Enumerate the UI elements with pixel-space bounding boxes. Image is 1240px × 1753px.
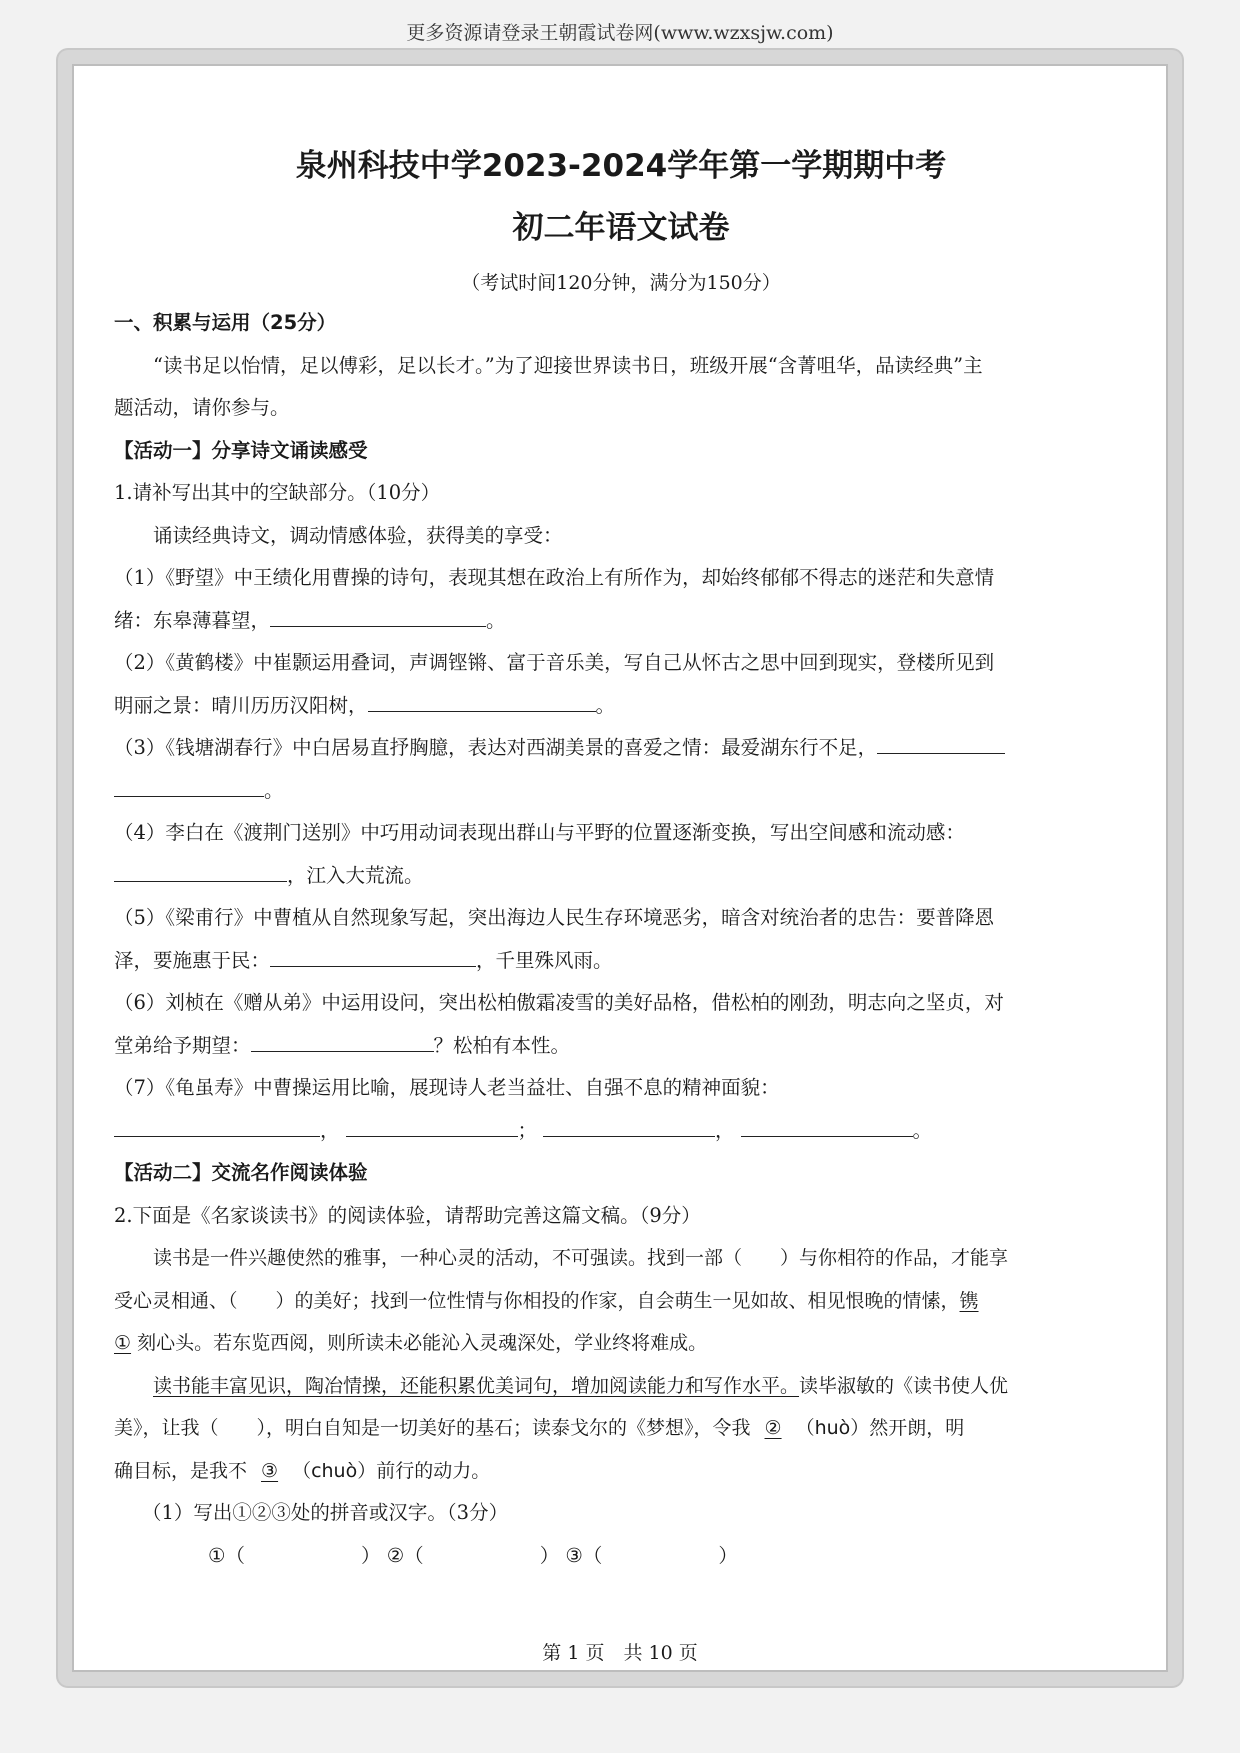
separator: ， (715, 1118, 735, 1142)
item-text: 。 (595, 693, 616, 717)
exam-info: （考试时间120分钟，满分为150分） (461, 272, 781, 294)
answer-blank[interactable] (543, 1114, 715, 1137)
answer-blank[interactable] (251, 1029, 434, 1052)
q1-item-6-line2 (114, 1025, 1128, 1068)
page-number: 第 1 页 共 10 页 (542, 1642, 698, 1664)
passage-p2-line1 (114, 1365, 1128, 1408)
passage-text: 受心灵相通、（ ）的美好；找到一位性情与你相投的作家，自会萌生一见如故、相见恨晚的情愫， (114, 1289, 960, 1312)
q1-item-6-line1: （6）刘桢在《赠从弟》中运用设问，突出松柏傲霜凌雪的美好品格，借松柏的刚劲，明志向之坚贞，对 (114, 991, 1004, 1014)
page-subtitle: 初二年语文试卷 (512, 210, 730, 246)
passage-text: （huò）然开朗，明 (795, 1417, 965, 1439)
blank-marker-2: ② (764, 1417, 782, 1439)
item-text: ？松柏有本性。 (433, 1033, 571, 1057)
item-text: 。 (264, 778, 284, 802)
passage-p2-line3 (114, 1450, 1128, 1493)
answer-blank[interactable] (114, 774, 264, 797)
passage-text: （chuò）前行的动力。 (292, 1459, 491, 1482)
passage-p2-line2 (114, 1407, 1128, 1450)
item-text: 堂弟给予期望： (114, 1033, 251, 1057)
question-2: 2.下面是《名家谈读书》的阅读体验，请帮助完善这篇文稿。（9分） (114, 1203, 701, 1227)
answer-blank[interactable] (114, 859, 287, 882)
q1-item-1-line2 (114, 600, 1128, 643)
q1-item-7-line2 (114, 1110, 1128, 1153)
blank-marker-3: ③ (261, 1459, 279, 1482)
answer-blank[interactable] (368, 689, 596, 712)
q1-item-2-line1: （2）《黄鹤楼》中崔颢运用叠词，声调铿锵、富于音乐美，写自己从怀古之思中回到现实，登楼所见到 (114, 651, 995, 674)
page-title: 泉州科技中学2023-2024学年第一学期期中考 (295, 148, 947, 184)
intro-line-2: 题活动，请你参与。 (114, 396, 290, 419)
passage-text: 刻心头。若东览西阅，则所读未必能沁入灵魂深处，学业终将难成。 (137, 1332, 708, 1354)
q1-item-1-line1: （1）《野望》中王绩化用曹操的诗句，表现其想在政治上有所作为，却始终郁郁不得志的迷茫和失意情 (114, 566, 995, 589)
q1-item-2-line2 (114, 685, 1128, 728)
separator: 。 (912, 1118, 933, 1142)
item-text: （3）《钱塘湖春行》中白居易直抒胸臆，表达对西湖美景的喜爱之情：最爱湖东行不足， (114, 736, 878, 759)
sub-question-1-answers (114, 1535, 1128, 1578)
answer-close-2: ） (539, 1543, 560, 1567)
answer-blank[interactable] (877, 731, 1005, 754)
passage-p1-line1: 读书是一件兴趣使然的雅事，一种心灵的活动，不可强读。找到一部（ ）与你相符的作品，才能享 (153, 1247, 1009, 1269)
passage-text: 读毕淑敏的《读书使人优 (799, 1374, 1009, 1397)
separator: ； (517, 1118, 538, 1142)
exam-content (114, 140, 1128, 1577)
site-banner: 更多资源请登录王朝霞试卷网(www.wzxsjw.com) (406, 22, 834, 44)
answer-blank[interactable] (270, 604, 486, 627)
question-1-lead: 诵读经典诗文，调动情感体验，获得美的享受： (153, 523, 563, 547)
answer-open-3: ③（ (565, 1543, 603, 1567)
activity2-heading: 【活动二】交流名作阅读体验 (114, 1161, 368, 1184)
q1-item-3-line2 (114, 770, 1128, 813)
underlined-sentence: 读书能丰富见识，陶冶情操，还能积累优美词句，增加阅读能力和写作水平。 (153, 1374, 800, 1397)
q1-item-4-line1: （4）李白在《渡荆门送别》中巧用动词表现出群山与平野的位置逐渐变换，写出空间感和流动感： (114, 821, 965, 844)
passage-text: 确目标，是我不 (114, 1459, 248, 1482)
item-text: 明丽之景：晴川历历汉阳树， (114, 693, 368, 717)
answer-blank[interactable] (741, 1114, 913, 1137)
q1-item-7-line1: （7）《龟虽寿》中曹操运用比喻，展现诗人老当益壮、自强不息的精神面貌： (114, 1076, 780, 1099)
answer-close-1: ） (360, 1543, 381, 1567)
passage-text: 美》，让我（ ），明白自知是一切美好的基石；读泰戈尔的《梦想》，令我 (114, 1417, 751, 1439)
q1-item-3-line1 (114, 727, 1128, 770)
section-heading: 一、积累与运用（25分） (114, 311, 337, 334)
item-text: 绪：东皋薄暮望， (114, 608, 271, 632)
answer-close-3: ） (718, 1543, 738, 1567)
blank-marker-1: ① (114, 1332, 132, 1354)
question-1: 1.请补写出其中的空缺部分。（10分） (114, 481, 441, 504)
passage-p1-line2 (114, 1280, 1128, 1323)
q1-item-5-line1: （5）《梁甫行》中曹植从自然现象写起，突出海边人民生存环境恶劣，暗含对统治者的忠告：要普降恩 (114, 906, 995, 929)
underlined-char: 镌 (959, 1289, 979, 1312)
item-text: 泽，要施惠于民： (114, 948, 271, 972)
sub-question-1: （1）写出①②③处的拼音或汉字。（3分） (142, 1501, 509, 1524)
answer-blank[interactable] (270, 944, 476, 967)
answer-blank[interactable] (114, 1114, 320, 1137)
passage-p1-line3 (114, 1322, 1128, 1365)
q1-item-4-line2 (114, 855, 1128, 898)
item-text: 。 (486, 608, 506, 632)
item-text: ，千里殊风雨。 (476, 948, 613, 972)
item-text: ，江入大荒流。 (287, 863, 424, 887)
intro-line-1: “读书足以怡情，足以傅彩，足以长才。”为了迎接世界读书日，班级开展“含菁咀华，品读经典”主 (153, 353, 983, 377)
activity1-heading: 【活动一】分享诗文诵读感受 (114, 438, 368, 462)
answer-open-1: ①（ (208, 1543, 245, 1567)
answer-blank[interactable] (346, 1114, 518, 1137)
separator: ， (320, 1118, 340, 1142)
answer-open-2: ②（ (386, 1543, 424, 1567)
q1-item-5-line2 (114, 940, 1128, 983)
